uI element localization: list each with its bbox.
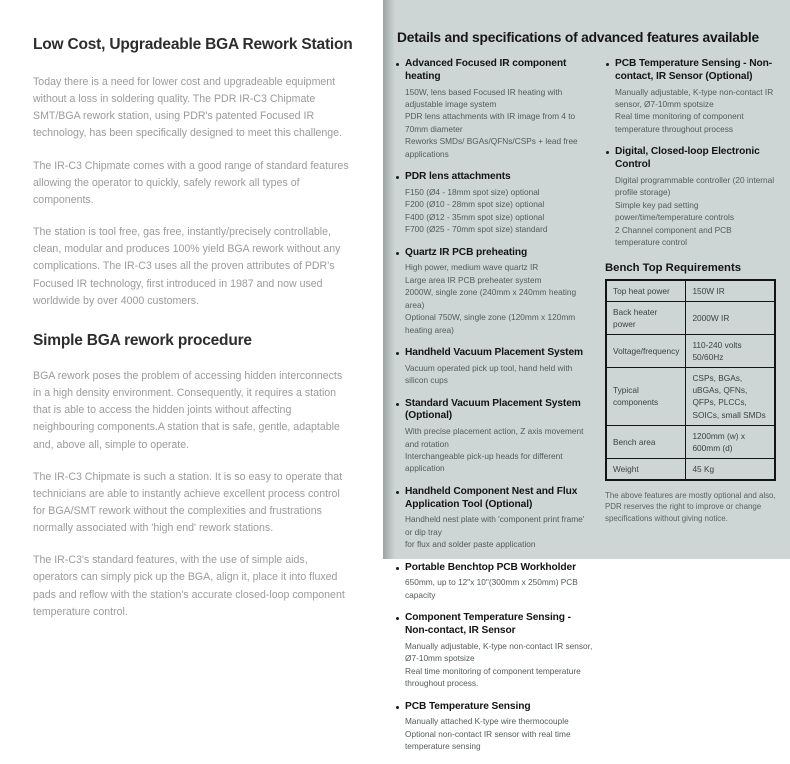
spec-line: F400 (Ø12 - 35mm spot size) optional — [405, 211, 545, 222]
spec-line: Real time monitoring of component temperature throughout process. — [405, 665, 581, 689]
table-cell-value: 150W IR — [686, 280, 775, 302]
spec-line: Interchangeable pick-up heads for different application — [405, 451, 563, 474]
spec-section-advanced-focused-ir — [395, 58, 593, 160]
bullet-icon — [606, 63, 609, 66]
bullet-icon — [396, 491, 399, 494]
paragraph: The IR-C3's standard features, with the use of simple aids, operators can simply pick up the BGA, align it, place it into fluxed pads and reflow with the station's accurate closed-loop component temperature control. — [33, 554, 345, 618]
bullet-icon — [396, 403, 399, 406]
spec-line: Digital programmable controller (20 internal profile storage) — [615, 174, 775, 198]
spec-line: 2 Channel component and PCB temperature control — [615, 224, 732, 247]
left-page — [0, 0, 383, 618]
spec-section-component-temp-sensing — [395, 612, 593, 689]
spec-line: Handheld nest plate with 'component print frame' or dip tray — [405, 514, 585, 537]
paragraph: BGA rework poses the problem of accessing hidden interconnects in a high density environment. Consequently, it requires a station that is able to access the hidden joints without affecting neighbouring components.A station that is safe, gentle, adaptable and, above all, simple to operate. — [33, 369, 343, 451]
spec-line: Manually adjustable, K-type non-contact IR sensor, Ø7-10mm spotsize — [615, 86, 774, 109]
spec-title: Advanced Focused IR component heating — [405, 58, 567, 82]
bullet-icon — [396, 567, 399, 570]
spec-title: Component Temperature Sensing - Non-contact, IR Sensor — [405, 612, 571, 637]
page-title: Low Cost, Upgradeable BGA Rework Station — [33, 36, 353, 53]
table-cell-value: 1200mm (w) x 600mm (d) — [686, 425, 775, 458]
table-row — [606, 458, 775, 480]
table-row — [606, 425, 775, 458]
spec-line: for flux and solder paste application — [405, 539, 536, 550]
spec-line: Manually adjustable, K-type non-contact IR sensor, Ø7-10mm spotsize — [405, 640, 593, 664]
spec-line: PDR lens attachments with IR image from 4 to 70mm diameter — [405, 111, 576, 134]
bench-table-note: The above features are mostly optional and also, PDR reserves the right to improve or change specifications without giving notice. — [605, 490, 776, 524]
spec-line: Large area IR PCB preheater system — [405, 274, 542, 285]
bullet-icon — [396, 63, 399, 66]
spec-column-left — [395, 58, 593, 764]
spec-title: PCB Temperature Sensing — [405, 700, 531, 712]
table-cell-value: 2000W IR — [686, 302, 775, 335]
bullet-icon — [396, 352, 399, 355]
table-row — [606, 280, 775, 302]
paragraph: The station is tool free, gas free, instantly/precisely controllable, clean, modular and produces 100% yield BGA rework without any complications. The IR-C3 uses all the proven attributes of PDR's Focused IR technology, first introduced in 1987 and now used worldwide by over 4000 customers. — [33, 226, 341, 307]
spec-panel — [383, 0, 790, 752]
bench-table-title: Bench Top Requirements — [605, 262, 741, 275]
spec-title: PDR lens attachments — [405, 171, 511, 183]
spec-line: F700 (Ø25 - 70mm spot size) standard — [405, 224, 548, 235]
spec-section-handheld-vacuum — [395, 347, 593, 387]
table-cell-label: Typical components — [606, 368, 686, 425]
paragraph: The IR-C3 Chipmate comes with a good range of standard features allowing the operator to quickly, safely rework all types of components. — [33, 159, 349, 206]
table-row — [606, 335, 775, 368]
spec-section-pcb-workholder — [395, 562, 593, 602]
table-cell-label: Back heater power — [606, 302, 686, 335]
bullet-icon — [606, 151, 609, 154]
spec-section-pcb-temp-noncontact — [605, 58, 776, 135]
spec-title: PCB Temperature Sensing - Non-contact, IR Sensor (Optional) — [615, 58, 772, 82]
table-cell-value: 110-240 volts 50/60Hz — [686, 335, 775, 368]
spec-section-pdr-lens — [395, 171, 593, 236]
paragraph: Today there is a need for lower cost and upgradeable equipment without a loss in soldering quality. The PDR IR-C3 Chipmate SMT/BGA rework station, using PDR's patented Focused IR technology, has been specifically designed to meet this challenge. — [33, 76, 342, 140]
spec-line: Vacuum operated pick up tool, hand held with silicon cups — [405, 362, 573, 386]
table-cell-label: Weight — [606, 458, 686, 480]
spec-title: Quartz IR PCB preheating — [405, 246, 528, 258]
spec-line: Optional 750W, single zone (120mm x 120mm heating area) — [405, 312, 576, 335]
spec-columns — [395, 58, 776, 764]
table-row — [606, 368, 775, 425]
spec-section-quartz-preheating — [395, 247, 593, 336]
spec-column-right — [605, 58, 776, 764]
spec-line: Simple key pad setting power/time/temperature controls — [615, 199, 734, 223]
spec-line: Optional non-contact IR sensor with real time temperature sensing — [405, 728, 571, 752]
spec-line: With precise placement action, Z axis movement and rotation — [405, 426, 584, 449]
spec-line: Manually attached K-type wire thermocouple — [405, 716, 569, 727]
spec-line: Real time monitoring of component temperature throughout process — [615, 111, 744, 134]
spec-line: F200 (Ø10 - 28mm spot size) optional — [405, 199, 545, 210]
spec-title: Handheld Vacuum Placement System — [405, 347, 583, 358]
table-cell-label: Top heat power — [606, 280, 686, 302]
section-title: Simple BGA rework procedure — [33, 331, 252, 349]
table-cell-label: Voltage/frequency — [606, 335, 686, 368]
spec-section-standard-vacuum — [395, 398, 593, 475]
bullet-icon — [396, 176, 399, 179]
spec-line: 2000W, single zone (240mm x 240mm heating area) — [405, 287, 577, 310]
spec-section-digital-control — [605, 146, 776, 248]
table-cell-value: CSPs, BGAs, uBGAs, QFNs, QFPs, PLCCs, SOICs, small SMDs — [686, 368, 775, 425]
bench-requirements-block — [605, 262, 776, 525]
spec-line: High power, medium wave quartz IR — [405, 262, 539, 273]
table-row — [606, 302, 775, 335]
spec-section-nest-flux-tool — [395, 486, 593, 551]
spec-title: Handheld Component Nest and Flux Application Tool (Optional) — [405, 485, 578, 510]
spec-title: Standard Vacuum Placement System (Optional) — [405, 397, 581, 422]
spec-line: F150 (Ø4 - 18mm spot size) optional — [405, 186, 540, 197]
spec-title: Digital, Closed-loop Electronic Control — [615, 146, 760, 170]
bullet-icon — [396, 252, 399, 255]
bullet-icon — [396, 617, 399, 620]
table-cell-label: Bench area — [606, 425, 686, 458]
spec-section-pcb-temp-sensing — [395, 701, 593, 753]
paragraph: The IR-C3 Chipmate is such a station. It is so easy to operate that technicians are able to instantly achieve excellent process control for BGA/SMT rework without the complexities and frustrations normally associated with 'high end' rework stations. — [33, 470, 343, 535]
spec-line: 150W, lens based Focused IR heating with adjustable image system — [405, 86, 563, 109]
panel-header: Details and specifications of advanced features available — [397, 30, 760, 45]
spec-line: Reworks SMDs/ BGAs/QFNs/CSPs + lead free applications — [405, 136, 578, 159]
spec-line: 650mm, up to 12"x 10"(300mm x 250mm) PCB capacity — [405, 577, 578, 600]
table-cell-value: 45 Kg — [686, 458, 775, 480]
bench-requirements-table — [605, 279, 776, 480]
bullet-icon — [396, 706, 399, 709]
spec-title: Portable Benchtop PCB Workholder — [405, 561, 576, 573]
